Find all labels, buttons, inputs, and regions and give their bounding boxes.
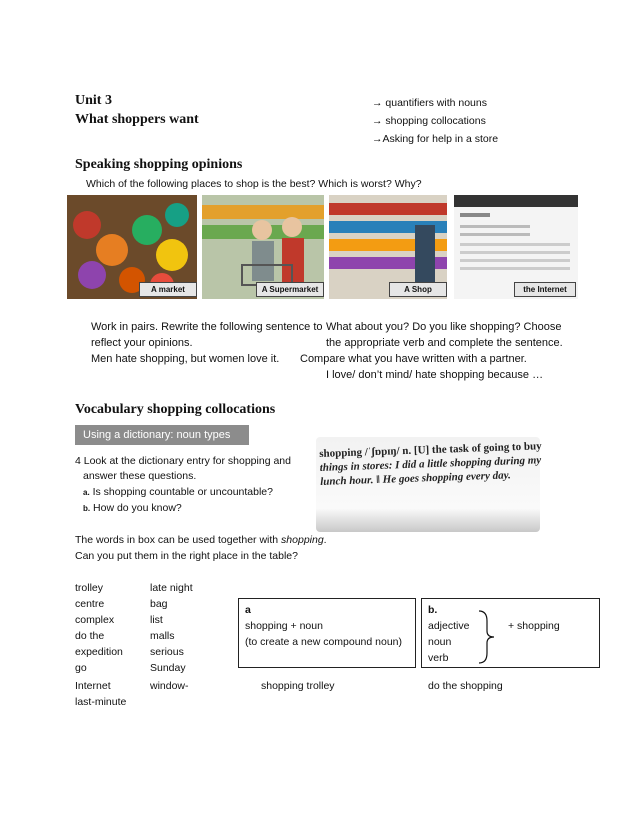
- word-go: go: [75, 662, 87, 674]
- question-a-letter: a.: [83, 488, 90, 497]
- vocabulary-heading: Vocabulary shopping collocations: [75, 402, 276, 417]
- intro-line-1-post: .: [323, 534, 327, 546]
- dictionary-entry: [316, 437, 540, 532]
- task-right-3: Compare what you have written with a partner.: [300, 353, 527, 365]
- word-list: list: [150, 614, 163, 626]
- shop-photo: [329, 195, 447, 299]
- label-market: A market: [139, 282, 197, 297]
- box-b-letter: b.: [428, 604, 438, 616]
- task-right-1: What about you? Do you like shopping? Choose: [326, 321, 562, 333]
- task-left-3: Men hate shopping, but women love it.: [91, 353, 280, 365]
- page-title: What shoppers want: [75, 112, 199, 127]
- word-late-night: late night: [150, 582, 193, 594]
- word-expedition: expedition: [75, 646, 123, 658]
- box-a-line-1: shopping + noun: [245, 620, 323, 632]
- box-b-verb: verb: [428, 652, 449, 664]
- exercise-line-2: answer these questions.: [83, 470, 197, 482]
- box-b-adjective: adjective: [428, 620, 470, 632]
- objective-3: →Asking for help in a store: [372, 133, 499, 145]
- word-window: window-: [150, 680, 189, 692]
- question-b-text: How do you know?: [93, 502, 182, 514]
- question-a-text: Is shopping countable or uncountable?: [92, 486, 273, 498]
- unit-number: Unit 3: [75, 93, 112, 108]
- dictionary-line-1: shopping /ˈʃɒpɪŋ/ n. [U] the task of going to buy: [319, 440, 542, 460]
- exercise-line-1: 4 Look at the dictionary entry for shopping and: [75, 455, 291, 467]
- task-right-2: the appropriate verb and complete the sentence.: [326, 337, 563, 349]
- box-a-letter: a: [245, 604, 251, 616]
- question-a: [83, 486, 273, 498]
- intro-line-1-em: shopping: [281, 534, 324, 546]
- task-left-1: Work in pairs. Rewrite the following sentence to: [91, 321, 323, 333]
- word-trolley: trolley: [75, 582, 104, 594]
- objective-1: → quantifiers with nouns: [372, 97, 487, 109]
- question-b: [83, 502, 182, 514]
- intro-line-1-pre: The words in box can be used together with: [75, 534, 282, 546]
- speaking-question: Which of the following places to shop is the best? Which is worst? Why?: [86, 178, 422, 190]
- right-brace-icon: [477, 609, 497, 665]
- word-last-minute: last-minute: [75, 696, 127, 708]
- task-left-2: reflect your opinions.: [91, 337, 193, 349]
- internet-photo: [454, 195, 578, 299]
- intro-line-2: Can you put them in the right place in the table?: [75, 550, 298, 562]
- speaking-heading: Speaking shopping opinions: [75, 157, 243, 172]
- word-bag: bag: [150, 598, 168, 610]
- objective-2: → shopping collocations: [372, 115, 486, 127]
- label-supermarket: A Supermarket: [256, 282, 324, 297]
- dictionary-line-2: things in stores: I did a little shopping during my: [319, 454, 542, 474]
- word-do-the: do the: [75, 630, 105, 642]
- dictionary-line-3: lunch hour. ‖ He goes shopping every day.: [320, 469, 512, 488]
- example-b: do the shopping: [428, 680, 503, 692]
- box-a-line-2: (to create a new compound noun): [245, 636, 403, 648]
- question-b-letter: b.: [83, 504, 91, 513]
- task-right-4: I love/ don’t mind/ hate shopping because …: [326, 369, 544, 381]
- box-a: [238, 598, 416, 668]
- word-serious: serious: [150, 646, 184, 658]
- word-centre: centre: [75, 598, 105, 610]
- label-internet: the Internet: [514, 282, 576, 297]
- box-b-suffix: + shopping: [508, 620, 560, 632]
- word-internet: Internet: [75, 680, 111, 692]
- box-b-noun: noun: [428, 636, 452, 648]
- word-sunday: Sunday: [150, 662, 186, 674]
- word-malls: malls: [150, 630, 175, 642]
- market-photo: [67, 195, 197, 299]
- dictionary-bar: Using a dictionary: noun types: [75, 425, 249, 445]
- box-b: [421, 598, 600, 668]
- label-shop: A Shop: [389, 282, 447, 297]
- supermarket-photo: [202, 195, 324, 299]
- word-complex: complex: [75, 614, 115, 626]
- example-a: shopping trolley: [261, 680, 335, 692]
- intro-line-1: [75, 534, 327, 546]
